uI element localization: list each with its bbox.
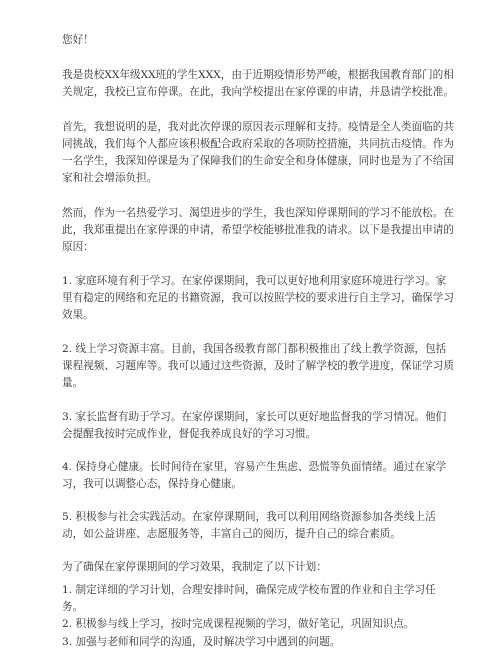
support-paragraph: 首先，我想说明的是，我对此次停课的原因表示理解和支持。疫情是全人类面临的共同挑战，我们每个人都应该积极配合政府采取的各项防控措施，共同抗击疫情。作为一名学生，我深知停课是为了保障我们的生命安全和身体健康，同时也是为了不给国家和社会增添负担。 <box>62 121 454 184</box>
reason-item-4: 4. 保持身心健康。长时间待在家里，容易产生焦虑、恐慌等负面情绪。通过在家学习，我可以调整心态，保持身心健康。 <box>62 461 447 490</box>
plan-item-3: 3. 加强与老师和同学的沟通，及时解决学习中遇到的问题。 <box>62 636 341 648</box>
request-paragraph: 然而，作为一名热爱学习、渴望进步的学生，我也深知停课期间的学习不能放松。在此，我郑重提出在家停课的申请，希望学校能够批准我的请求。以下是我提出申请的原因： <box>62 207 454 253</box>
intro-paragraph: 我是贵校XX年级XX班的学生XXX，由于近期疫情形势严峻，根据我国教育部门的相关规定，我校已宣布停课。在此，我向学校提出在家停课的申请，并恳请学校批准。 <box>62 69 454 98</box>
reason-item-1: 1. 家庭环境有利于学习。在家停课期间，我可以更好地利用家庭环境进行学习。家里有稳定的网络和充足的书籍资源，我可以按照学校的要求进行自主学习，确保学习效果。 <box>62 275 454 321</box>
plan-item-2: 2. 积极参与线上学习，按时完成课程视频的学习，做好笔记，巩固知识点。 <box>62 618 415 630</box>
greeting: 您好！ <box>62 34 94 46</box>
reason-item-2: 2. 线上学习资源丰富。目前，我国各级教育部门都积极推出了线上教学资源，包括课程视频、习题库等。我可以通过这些资源，及时了解学校的教学进度，保证学习质量。 <box>62 343 454 389</box>
plan-item-1: 1. 制定详细的学习计划，合理安排时间，确保完成学校布置的作业和自主学习任务。 <box>62 584 436 613</box>
reason-item-5: 5. 积极参与社会实践活动。在家停课期间，我可以利用网络资源参加各类线上活动，如公益讲座、志愿服务等，丰富自己的阅历，提升自己的综合素质。 <box>62 511 436 540</box>
reason-item-3: 3. 家长监督有助于学习。在家停课期间，家长可以更好地监督我的学习情况。他们会提醒我按时完成作业，督促我养成良好的学习习惯。 <box>62 411 447 440</box>
plan-intro: 为了确保在家停课期间的学习效果，我制定了以下计划： <box>62 561 327 573</box>
